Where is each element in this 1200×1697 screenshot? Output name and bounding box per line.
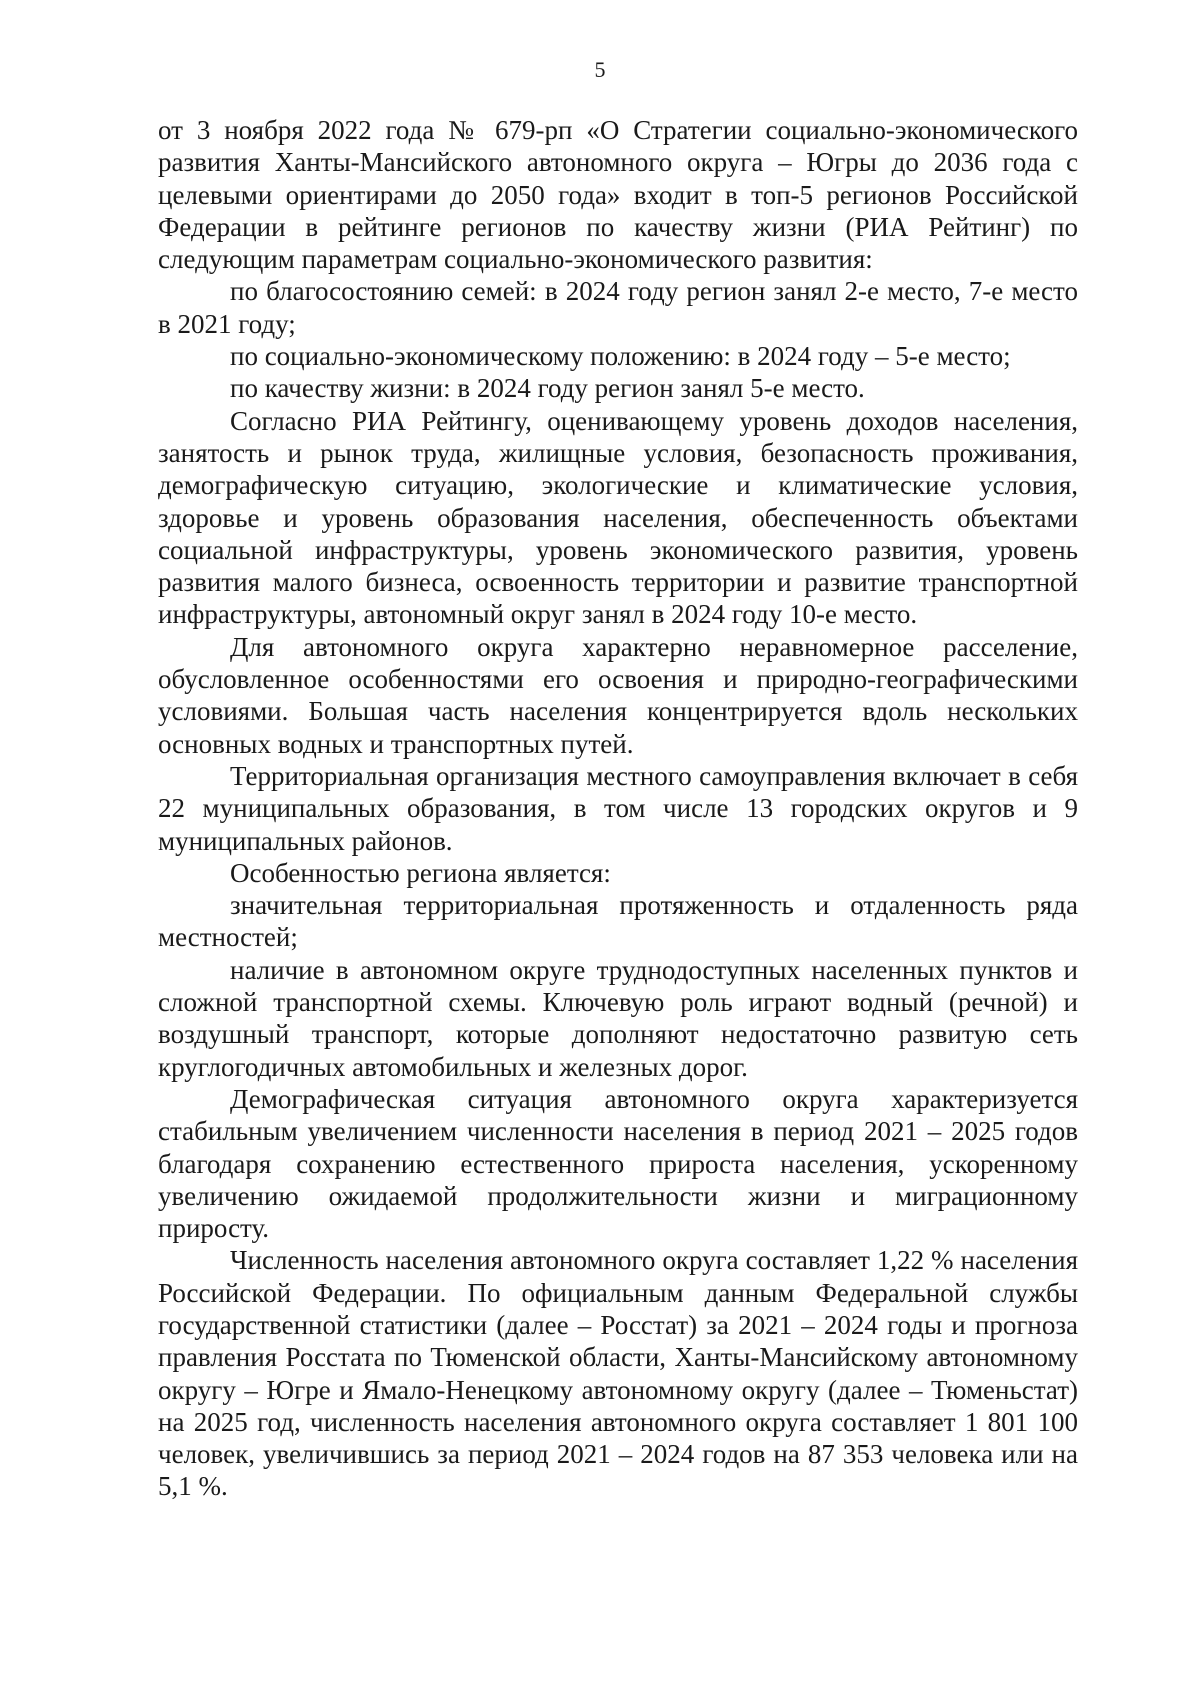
paragraph-population: Численность населения автономного округа составляет 1,22 % населения Российской Федерации. По официальным данным Федеральной службы государственной статистики (далее – Росстат) за 2021 – 2024 годы и прогноза правления Росстата по Тюменской области, Ханты-Мансийскому автономному округу – Югре и Ямало-Ненецкому автономному округу (далее – Тюменьстат) на 2025 год, численность населения автономного округа составляет 1 801 100 человек, увеличившись за период 2021 – 2024 годов на 87 353 человека или на 5,1 %. bbox=[158, 1245, 1078, 1502]
paragraph-quality-of-life: по качеству жизни: в 2024 году регион занял 5-е место. bbox=[230, 373, 865, 404]
paragraph-transport: наличие в автономном округе труднодоступных населенных пунктов и сложной транспортной схемы. Ключевую роль играют водный (речной) и воздушный транспорт, которые дополняют недостаточно развитую сеть круглогодичных автомобильных и железных дорог. bbox=[158, 954, 1078, 1082]
paragraph-ria-rating: Согласно РИА Рейтингу, оценивающему уровень доходов населения, занятость и рынок труда, жилищные условия, безопасность проживания, демографическую ситуацию, экологические и климатические условия, здоровье и уровень образования населения, обеспеченность объектами социальной инфраструктуры, уровень экономического развития, уровень развития малого бизнеса, освоенность территории и развитие транспортной инфраструктуры, автономный округ занял в 2024 году 10-е место. bbox=[158, 405, 1078, 630]
paragraph-demographics: Демографическая ситуация автономного округа характеризуется стабильным увеличением численности населения в период 2021 – 2025 годов благодаря сохранению естественного прироста населения, ускоренному увеличению ожидаемой продолжительности жизни и миграционному приросту. bbox=[158, 1083, 1078, 1244]
paragraph-continuation: от 3 ноября 2022 года № 679-рп «О Стратегии социально-экономического развития Ханты-Мансийского автономного округа – Югры до 2036 года с целевыми ориентирами до 2050 года» входит в топ-5 регионов Российской Федерации в рейтинге регионов по качеству жизни (РИА Рейтинг) по следующим параметрам социально-экономического развития: bbox=[158, 115, 1078, 275]
page-number: 5 bbox=[594, 57, 606, 82]
paragraph-region-features: Особенностью региона является: bbox=[230, 857, 611, 888]
paragraph-socioeconomic-position: по социально-экономическому положению: в 2024 году – 5-е место; bbox=[230, 341, 1011, 372]
paragraph-settlement: Для автономного округа характерно неравномерное расселение, обусловленное особенностями его освоения и природно-географическими условиями. Большая часть населения концентрируется вдоль нескольких основных водных и транспортных путей. bbox=[158, 631, 1078, 759]
paragraph-local-government: Территориальная организация местного самоуправления включает в себя 22 муниципальных образования, в том числе 13 городских округов и 9 муниципальных районов. bbox=[158, 760, 1078, 856]
paragraph-family-welfare: по благосостоянию семей: в 2024 году регион занял 2-е место, 7-е место в 2021 году; bbox=[158, 276, 1078, 339]
document-body bbox=[158, 114, 1078, 1503]
paragraph-territorial-extent: значительная территориальная протяженность и отдаленность ряда местностей; bbox=[158, 890, 1078, 953]
